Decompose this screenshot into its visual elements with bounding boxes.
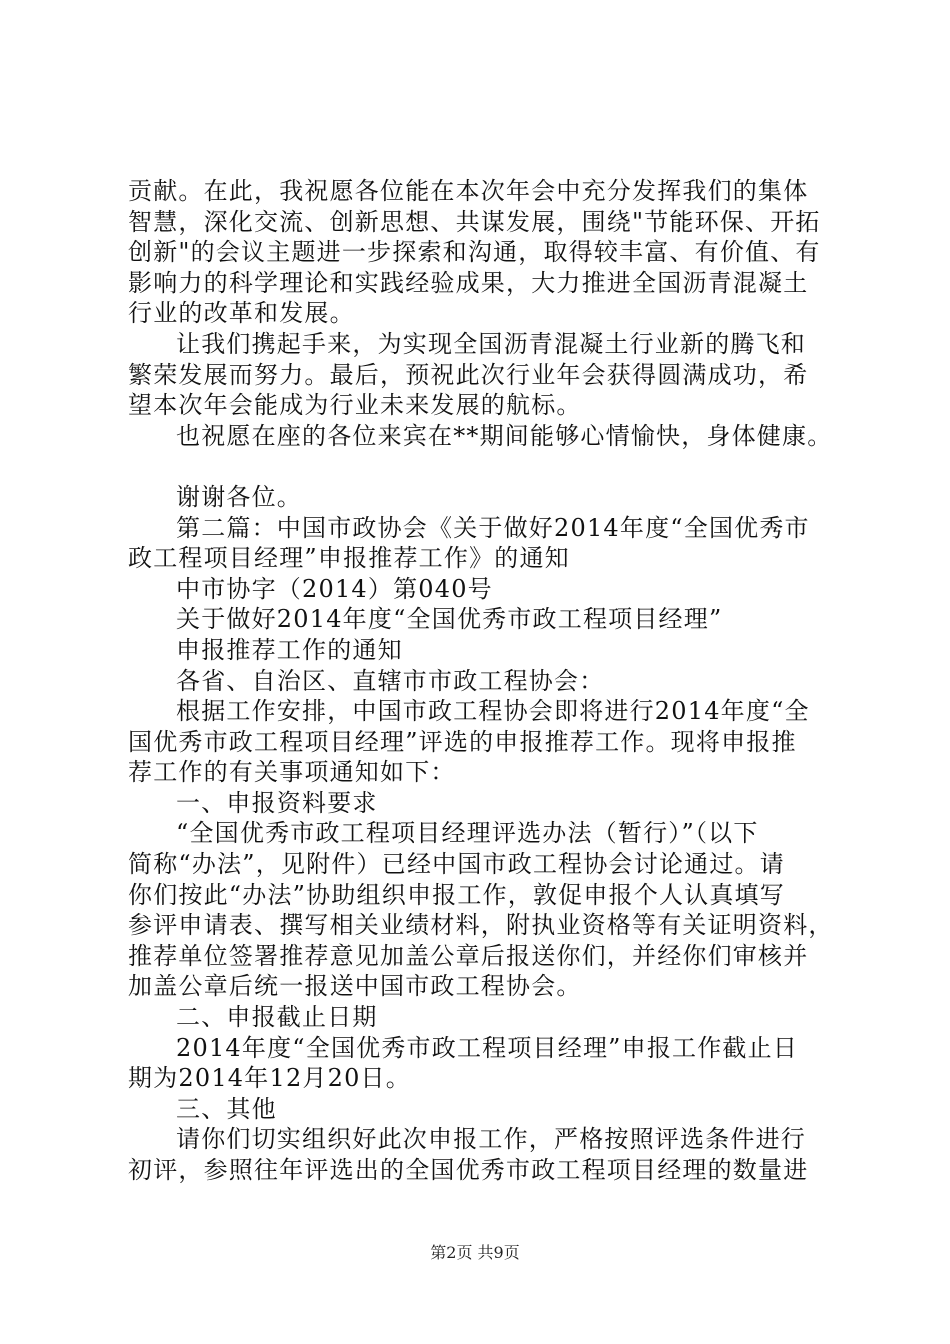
text-line: 推荐单位签署推荐意见加盖公章后报送你们，并经你们审核并 — [128, 941, 809, 970]
text-line: 行业的改革和发展。 — [128, 299, 355, 328]
text-line: 影响力的科学理论和实践经验成果，大力推进全国沥青混凝土 — [128, 268, 809, 297]
text-line: 初评，参照往年评选出的全国优秀市政工程项目经理的数量进 — [128, 1156, 809, 1184]
text-line: 政工程项目经理”申报推荐工作》的通知 — [128, 544, 570, 573]
text-line: 各省、自治区、直辖市市政工程协会： — [176, 666, 605, 695]
text-line: 谢谢各位。 — [176, 482, 302, 511]
text-line: 贡献。在此，我祝愿各位能在本次年会中充分发挥我们的集体 — [128, 177, 809, 205]
text-line: 中市协字（2014）第040号 — [176, 574, 493, 603]
document-body — [128, 176, 848, 1186]
page-footer: 第2页 共9页 — [430, 1243, 520, 1262]
text-line: 繁荣发展而努力。最后，预祝此次行业年会获得圆满成功，希 — [128, 360, 809, 389]
text-line: “全国优秀市政工程项目经理评选办法（暂行）”（以下 — [176, 819, 759, 848]
text-line: 一、申报资料要求 — [176, 788, 378, 817]
text-line: 2014年度“全国优秀市政工程项目经理”申报工作截止日 — [176, 1033, 799, 1062]
text-line: 请你们切实组织好此次申报工作，严格按照评选条件进行 — [176, 1125, 806, 1154]
text-line: 加盖公章后统一报送中国市政工程协会。 — [128, 972, 582, 1001]
text-line: 智慧，深化交流、创新思想、共谋发展，围绕"节能环保、开拓 — [128, 207, 821, 236]
text-line: 三、其他 — [176, 1094, 277, 1123]
text-line: 让我们携起手来，为实现全国沥青混凝土行业新的腾飞和 — [176, 329, 806, 358]
text-line: 简称“办法”，见附件）已经中国市政工程协会讨论通过。请 — [128, 850, 785, 879]
text-line: 根据工作安排，中国市政工程协会即将进行2014年度“全 — [176, 697, 810, 726]
text-line: 国优秀市政工程项目经理”评选的申报推荐工作。现将申报推 — [128, 727, 797, 756]
text-line: 荐工作的有关事项通知如下： — [128, 758, 456, 787]
text-line: 参评申请表、撰写相关业绩材料，附执业资格等有关证明资料， — [128, 911, 834, 940]
text-line: 二、申报截止日期 — [176, 1003, 378, 1032]
text-line: 申报推荐工作的通知 — [176, 635, 403, 664]
text-line: 创新"的会议主题进一步探索和沟通，取得较丰富、有价值、有 — [128, 238, 821, 267]
text-line: 期为2014年12月20日。 — [128, 1064, 411, 1093]
text-line — [128, 451, 848, 482]
text-line: 望本次年会能成为行业未来发展的航标。 — [128, 391, 582, 420]
text-line: 你们按此“办法”协助组织申报工作，敦促申报个人认真填写 — [128, 880, 785, 909]
text-line: 关于做好2014年度“全国优秀市政工程项目经理” — [176, 605, 723, 634]
text-line: 也祝愿在座的各位来宾在**期间能够心情愉快，身体健康。 — [176, 421, 833, 450]
text-line: 第二篇：中国市政协会《关于做好2014年度“全国优秀市 — [176, 513, 810, 542]
